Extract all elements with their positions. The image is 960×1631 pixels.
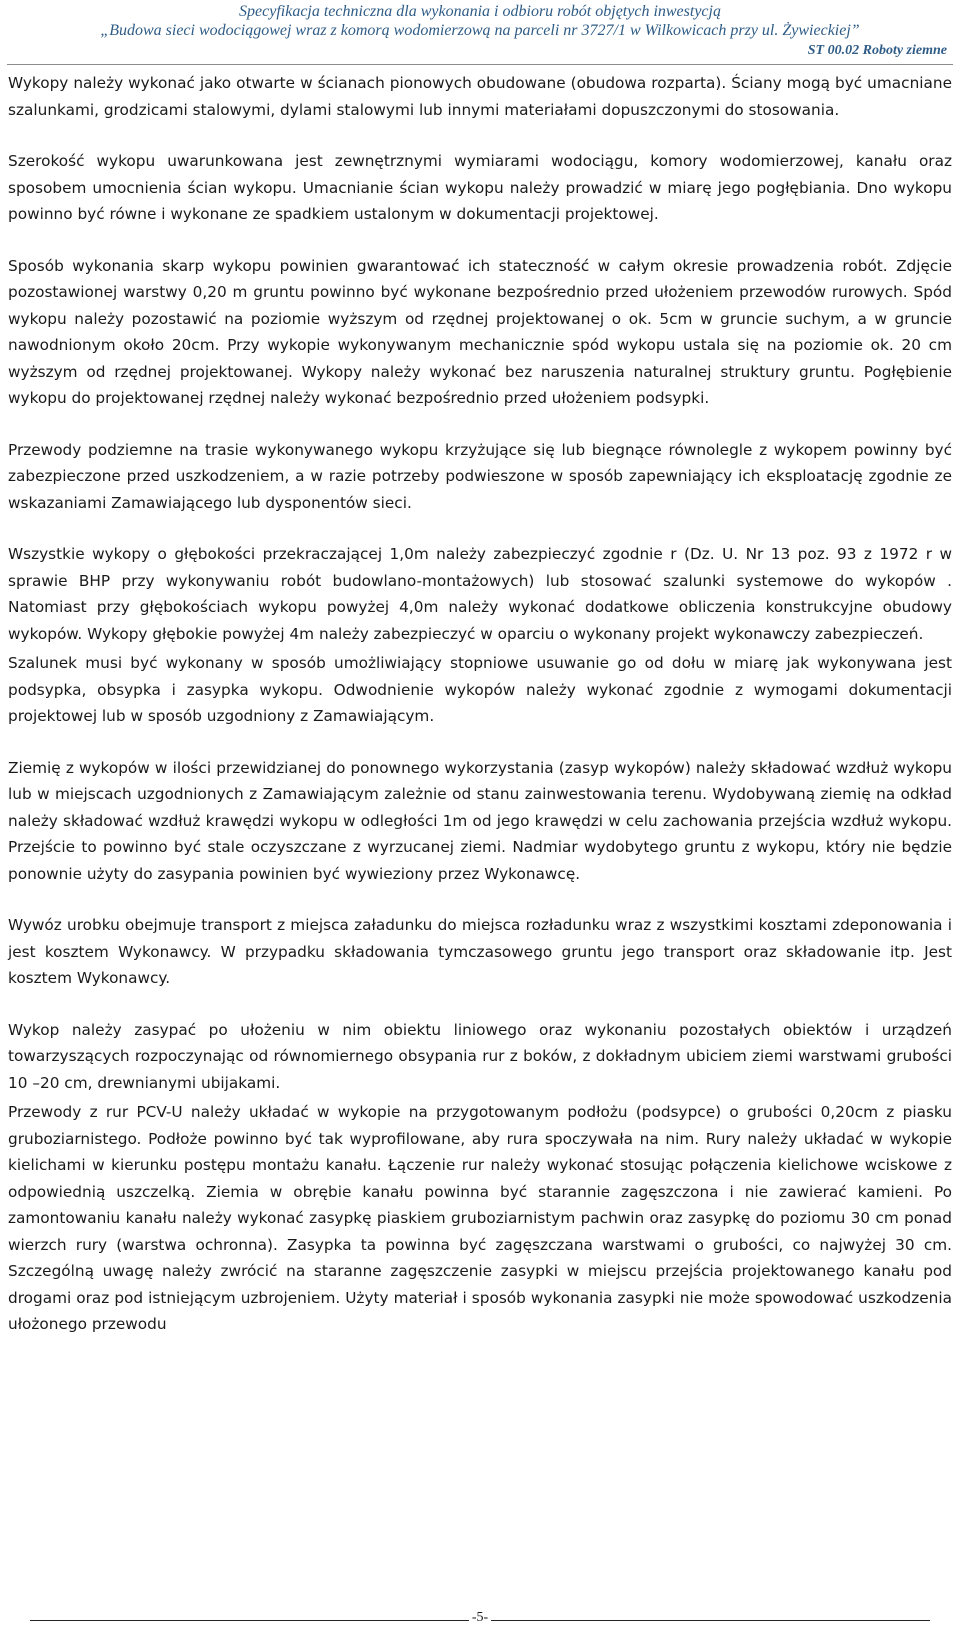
paragraph: Szalunek musi być wykonany w sposób umożliwiający stopniowe usuwanie go od dołu w miarę jak wykonywana jest podsypka, obsypka i zasypka wykopu. Odwodnienie wykopów należy wykonać zgodnie z wymogami dokumentacji projektowej lub w sposób uzgodniony z Zamawiającym. [8,654,952,725]
project-title: „Budowa sieci wodociągowej wraz z komorą wodomierzową na parceli nr 3727/1 w Wilkowicach przy ul. Żywieckiej” [100,22,860,39]
paragraph: Wywóz urobku obejmuje transport z miejsca załadunku do miejsca rozładunku wraz z wszystkimi kosztami zdeponowania i jest kosztem Wykonawcy. W przypadku składowania tymczasowego gruntu jego transport oraz składowanie itp. Jest kosztem Wykonawcy. [8,916,952,987]
paragraph: Wykop należy zasypać po ułożeniu w nim obiektu liniowego oraz wykonaniu pozostałych obiektów i urządzeń towarzyszących rozpoczynając od równomiernego obsypania rur z boków, z dokładnym ubiciem ziemi warstwami grubości 10 –20 cm, drewnianymi ubijakami. [8,1020,952,1092]
paragraph: Wszystkie wykopy o głębokości przekraczającej 1,0m należy zabezpieczyć zgodnie r (Dz. U. Nr 13 poz. 93 z 1972 r w sprawie BHP przy wykonywaniu robót budowlano-montażowych) lub stosować szalunki systemowe do wykopów . Natomiast przy głębokościach wykopu powyżej 4,0m należy wykonać dodatkowe obliczenia konstrukcyjne obudowy wykopów. Wykopy głębokie powyżej 4m należy zabezpieczyć w oparciu o wykonany projekt wykonawczy zabezpieczeń. [8,545,952,643]
paragraph: Szerokość wykopu uwarunkowana jest zewnętrznymi wymiarami wodociągu, komory wodomierzowej, kanału oraz sposobem umocnienia ścian wykopu. Umacnianie ścian wykopu należy prowadzić w miarę jego pogłębiania. Dno wykopu powinno być równe i wykonane ze spadkiem ustalonym w dokumentacji projektowej. [8,152,952,223]
paragraph: Przewody podziemne na trasie wykonywanego wykopu krzyżujące się lub biegnące równolegle z wykopem powinny być zabezpieczone przed uszkodzeniem, a w razie potrzeby podwieszone w sposób zapewniający ich eksploatację zgodnie ze wskazaniami Zamawiającego lub dysponentów sieci. [8,440,952,512]
section-code: ST 00.02 Roboty ziemne [807,43,947,58]
paragraph: Wykopy należy wykonać jako otwarte w ścianach pionowych obudowane (obudowa rozparta). Ściany mogą być umacniane szalunkami, grodzicami stalowymi, dylami stalowymi lub innymi materiałami dopuszczonymi do stosowania. [8,74,952,119]
document-body [8,70,952,1363]
paragraph: Przewody z rur PCV-U należy układać w wykopie na przygotowanym podłożu (podsypce) o grubości 0,20cm z piasku gruboziarnistego. Podłoże powinno być tak wyprofilowane, aby rura spoczywała na nim. Rury należy układać w wykopie kielichami w kierunku postępu montażu kanału. Łączenie rur należy wykonać stosując połączenia kielichowe wciskowe z odpowiednią uszczelką. Ziemia w obrębie kanału powinna być starannie zagęszczona i nie zawierać kamieni. Po zamontowaniu kanału należy wykonać zasypkę piaskiem gruboziarnistym pachwin oraz zasypkę do poziomu 30 cm ponad wierzch rury (warstwa ochronna). Zasypka ta powinna być zagęszczana warstwami o grubości, co najwyżej 30 cm. Szczególną uwagę należy zwrócić na staranne zagęszczenie zasypki w miejscu przejścia projektowanego kanału pod drogami oraz pod istniejącym uzbrojeniem. Użyty materiał i sposób wykonania zasypki nie może spowodować uszkodzenia ułożonego przewodu [8,1103,952,1333]
header-rule [7,64,953,65]
page-number-text: -5- [469,1610,491,1625]
page-number [0,1610,960,1626]
spec-title: Specyfikacja techniczna dla wykonania i odbioru robót objętych inwestycją [239,3,721,20]
paragraph: Ziemię z wykopów w ilości przewidzianej do ponownego wykorzystania (zasyp wykopów) należy składować wzdłuż wykopu lub w miejscach uzgodnionych z Zamawiającym zależnie od stanu zainwestowania terenu. Wydobywaną ziemię na odkład należy składować wzdłuż krawędzi wykopu w odległości 1m od jego krawędzi w celu zachowania przejścia wzdłuż wykopu. Przejście to powinno być stale oczyszczane z wyrzucanej ziemi. Nadmiar wydobytego gruntu z wykopu, który nie będzie ponownie użyty do zasypania powinien być wywieziony przez Wykonawcę. [8,758,952,883]
paragraph: Sposób wykonania skarp wykopu powinien gwarantować ich stateczność w całym okresie prowadzenia robót. Zdjęcie pozostawionej warstwy 0,20 m gruntu powinno być wykonane bezpośrednio przed ułożeniem przewodów rurowych. Spód wykopu należy pozostawić na poziomie wyższym od rzędnej projektowanej o ok. 5cm w gruncie suchym, a w gruncie nawodnionym około 20cm. Przy wykopie wykonywanym mechanicznie spód wykopu ustala się na poziomie ok. 20 cm wyższym od rzędnej projektowanej. Wykopy należy wykonać bez naruszenia naturalnej struktury gruntu. Pogłębienie wykopu do projektowanej rzędnej należy wykonać bezpośrednio przed ułożeniem podsypki. [8,256,952,407]
